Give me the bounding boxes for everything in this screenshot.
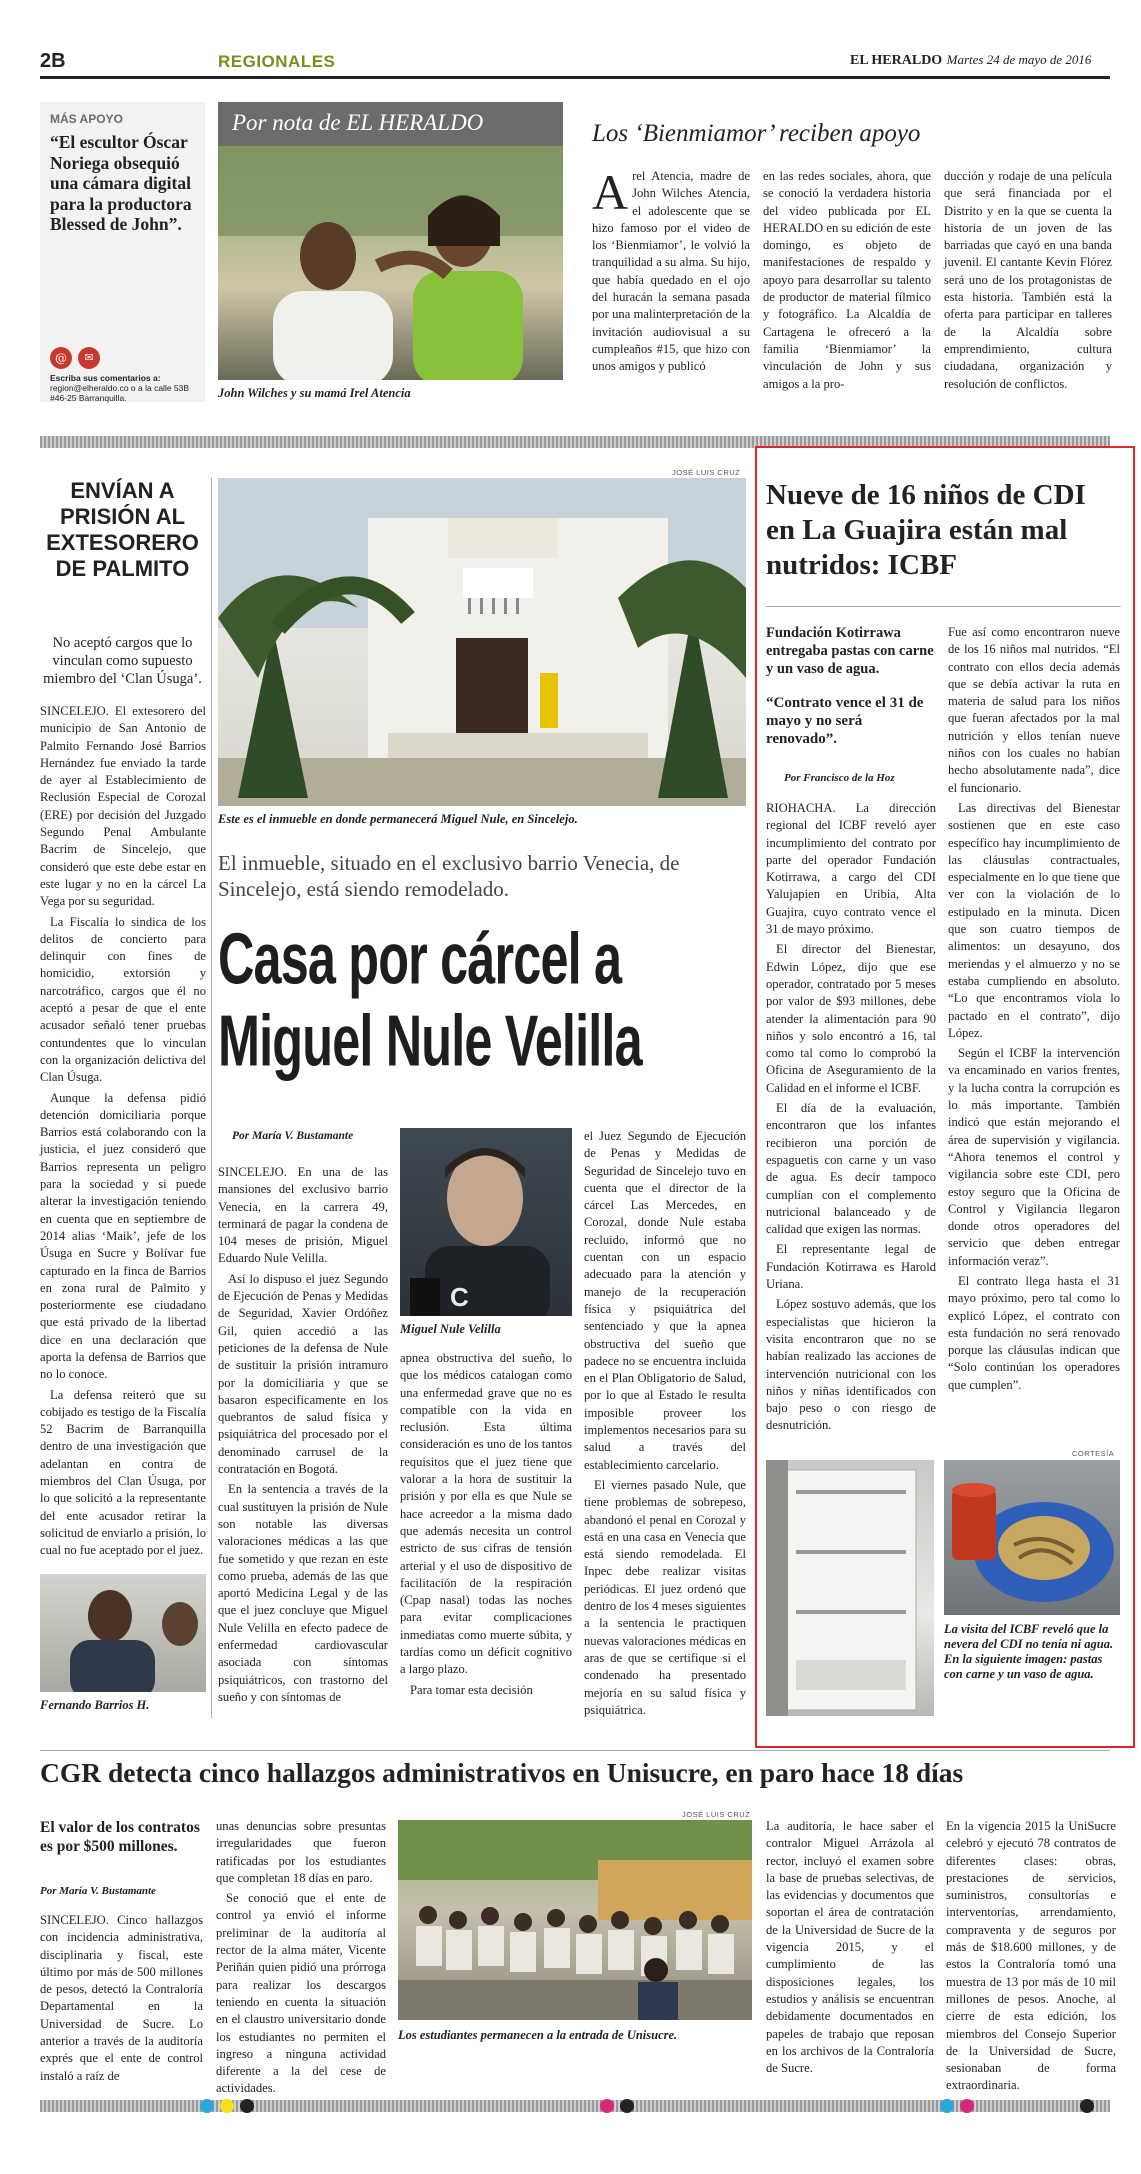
photo-illustration (400, 1128, 572, 1316)
registration-dot-black (620, 2099, 634, 2113)
page-number: 2B (40, 50, 66, 72)
photo-illustration (40, 1574, 206, 1692)
unisucre-col2 (216, 1818, 386, 2101)
unisucre-col4: En la vigencia 2015 la UniSucre celebró y ejecutó 78 contratos de diferentes clases: obras, prestaciones de servicios, suministros, consultorías e interventorías, arrendamiento, compraventa y de seguros por más de $18.600 millones, y de estos la Contraloría tomó una muestra de 13 por más de 10 mil millones de pesos. Anoche, al cierre de esta edición, los miembros del Consejo Superior de la Universidad de Sucre, sesionaban de forma extraordinaria. (946, 1819, 1116, 2093)
registration-dot-yellow (220, 2099, 234, 2113)
registration-marks (40, 2099, 1110, 2113)
column-divider (211, 478, 212, 1718)
photo-illustration (398, 1820, 752, 2020)
nule-photo-caption: Este es el inmueble en donde permanecerá Miguel Nule, en Sincelejo. (218, 812, 578, 826)
registration-dot-black (240, 2099, 254, 2113)
barrios-caption: Fernando Barrios H. (40, 1698, 150, 1712)
unisucre-photo-credit: JOSÉ LUIS CRUZ (682, 1810, 751, 1819)
icbf-col1-p4: El representante legal de Fundación Kotirrawa es Harold Uriana. (766, 1242, 936, 1292)
registration-dot-magenta (600, 2099, 614, 2113)
fridge-photo (766, 1460, 934, 1716)
unisucre-col2-p2: Se conoció que el ente de control ya envió el informe preliminar de la auditoría al rector de la alma máter, Vicente Periñán quien pidió una prórroga para realizar los descargos teniendo en cuenta la situación en el claustro universitario donde los estudiantes no permiten el ingreso a ninguna actividad diferente a la del cese de actividades. (216, 1891, 386, 2096)
bienmiamor-col1 (592, 164, 750, 376)
palmito-p1: SINCELEJO. El extesorero del municipio de San Antonio de Palmito Fernando José Barrios Hernández fue enviado la tarde de ayer al Establecimiento de Reclusión Especial de Corozal (ERE) por decisión del Juzgado Segundo Penal Ambulante Bacrim de Sincelejo, que consideró que este debe estar en este lugar y no en la cárcel La Vega por su seguridad. (40, 704, 206, 909)
nule-col3-p1: el Juez Segundo de Ejecución de Penas y Medidas de Seguridad de Sincelejo tuvo en cuenta que el director de la cárcel Las Mercedes, en Corozal, donde Nule estaba recluido, informó que no cuentan con un espacio adecuado para la atención y manejo de la recuperación física y psiquiátrica del sentenciado y que la apnea obstructiva del sueño que padece no se encuentra incluida en el Plan Obligatorio de Salud, por lo que al Estado le resulta imposible proveer los implementos necesarios para su salud a través del establecimiento carcelario. (584, 1129, 746, 1472)
unisucre-photo-caption: Los estudiantes permanecen a la entrada de Unisucre. (398, 2028, 678, 2042)
bienmiamor-col2: en las redes sociales, ahora, que se conoció la verdadera historia del video publicada por EL HERALDO en su edición de este domingo, es objeto de manifestaciones de respaldo y apoyo para desarrollar su talento de productor de material fílmico y fotográfico. La Alcaldía de Cartagena le ofreceró a la familia ‘Bienmiamor’ la vinculación de John y sus amigos a la pro- (763, 169, 931, 391)
banner-text: Por nota de EL HERALDO (232, 110, 484, 135)
sidebar-quote: “El escultor Óscar Noriega obsequió una cámara digital para la productora Blessed de John”. (50, 132, 192, 234)
icbf-col2-p4: El contrato llega hasta el 31 mayo próximo, pero tal como lo explicó López, el contrato con esta fundación no será renovado porque las cláusulas indican que “Solo continúan los operadores que cumplen”. (948, 1273, 1120, 1392)
palmito-p2: La Fiscalía lo sindica de los delitos de concierto para delinquir con fines de homicidio, extorsión y narcotráfico, cargos que él no aceptó a pesar de que el ente acusador señaló tener pruebas contundentes que lo vinculan con la organización delictiva del Clan Úsuga. (40, 914, 206, 1085)
photo-illustration (218, 146, 563, 380)
sidebar-kicker: MÁS APOYO (50, 112, 123, 126)
icbf-col1-p3: El día de la evaluación, encontraron que los infantes recibieron una porción de espaguetis con carne y un vaso de agua. Es decir tampoco cumplían con el complemento nutricional balanceado y de calidad que exigen las normas. (766, 1101, 936, 1237)
nule-col3 (584, 1128, 746, 1722)
unisucre-photo (398, 1820, 752, 2020)
issue-date: Martes 24 de mayo de 2016 (946, 52, 1092, 67)
section-name: REGIONALES (218, 52, 336, 71)
icbf-col1-p5: López sostuvo además, que los especialistas que hicieron la visita encontraron que no se habían realizado las acciones de intervención nutricional con los niños y niñas identificados con bajo peso o con riesgo de desnutrición. (766, 1297, 936, 1433)
icbf-photo-credit: CORTESÍA (1072, 1449, 1115, 1458)
photo-illustration (218, 478, 746, 806)
header-rule (40, 76, 1110, 79)
registration-dot-black (1080, 2099, 1094, 2113)
bienmiamor-title: Los ‘Bienmiamor’ reciben apoyo (592, 120, 921, 147)
nule-photo-credit: JOSÉ LUIS CRUZ (672, 468, 741, 477)
unisucre-headline: CGR detecta cinco hallazgos administrativos en Unisucre, en paro hace 18 días (40, 1757, 964, 1788)
unisucre-deck: El valor de los contratos es por $500 millones. (40, 1819, 200, 1855)
at-icon: @ (50, 347, 72, 369)
icbf-col2-p2: Las directivas del Bienestar sostienen que en este caso específico hay incumplimiento de las cláusulas contractuales, especialmente en lo que tiene que ver con la violación de lo estipulado en la minuta. Dicen que son cuatro tiempos de alimentos: un desayuno, dos meriendas y el almuerzo y no se estaba cumpliendo en absoluto. “Lo que encontramos viola lo pactado en el contrato”, dijo López. (948, 800, 1120, 1040)
registration-dot-cyan (200, 2099, 214, 2113)
nule-house-photo (218, 478, 746, 806)
nule-headline (218, 920, 748, 1110)
dropcap: A (592, 164, 629, 220)
icbf-quote: “Contrato vence el 31 de mayo y no será renovado”. (766, 695, 924, 747)
nule-byline: Por María V. Bustamante (232, 1130, 354, 1142)
unisucre-byline: Por María V. Bustamante (40, 1885, 156, 1897)
icbf-col2-p3: Según el ICBF la intervención va encaminado en varios frentes, y la lucha contra la corrupción es lo más importante. También indicó que están mejorando el área de supervisión y vigilancia. “Ahora tenemos el control y vigilancia sobre este CDI, pero estoy seguro que la Oficina de Control y Vigilancia llegaron donde otros operadores del servicio que deben entregar información veraz”. (948, 1046, 1120, 1268)
svg-text:C: C (450, 1282, 469, 1312)
icbf-col2-p1: Fue así como encontraron nueve de los 16 niños mal nutridos. “El contrato con ellos decía además que se debía activar la ruta en materia de salud para los niños que fueran afectados por la mal nutrición y ellos tenían nueve niños con los cuales no habían hecho absolutamente nada”, dice el funcionario. (948, 625, 1120, 795)
icbf-title: Nueve de 16 niños de CDI en La Guajira están mal nutridos: ICBF (766, 479, 1086, 581)
bienmiamor-banner (218, 102, 563, 146)
icbf-byline: Por Francisco de la Hoz (784, 772, 895, 784)
bienmiamor-photo (218, 146, 563, 380)
unisucre-col1: SINCELEJO. Cinco hallazgos con incidencia administrativa, disciplinaria y fiscal, este último por más de 500 millones de pesos, detectó la Contraloría Departamental en la Universidad de Sucre. Lo anterior a través de la auditoría exprés que el ente de control instaló a raíz de (40, 1913, 203, 2083)
bienmiamor-col3: ducción y rodaje de una película que será financiada por el Distrito y en la que se cuenta la historia de un joven de las barriadas que cayó en una banda juvenil. El cantante Kevin Flórez será uno de los protagonistas de esta historia. También está la oferta para participar en talleres de la Alcaldía sobre emprendimiento, cultura ciudadana, organización y resolución de conflictos. (944, 169, 1112, 391)
palmito-p3: Aunque la defensa pidió detención domiciliaria porque Barrios está colaborando con la justicia, el juez consideró que Barrios representa un peligro para la sociedad y si puede alterar la investigación teniendo en cuenta que en septiembre de 2014 alias ‘Maik’, jefe de los Úsuga en Sucre y Bolívar fue capturado en la finca de Barrios en zona rural de Palmito y posteriormente ese ciudadano que está privado de la libertad dice en una declaración que aporta la defensa de Barrios que no lo conoce. (40, 1090, 206, 1382)
nule-col1 (218, 1164, 388, 1709)
nule-col2-p2: Para tomar esta decisión (410, 1682, 533, 1697)
icbf-col1-p1: RIOHACHA. La dirección regional del ICBF reveló ayer incumplimiento del contrato por parte del operador Fundación Kotirrawa, a cargo del CDI Yalujapien en Uribia, Alta Guajira, cuyo contrato vence el 31 de mayo próximo. (766, 801, 936, 937)
nule-col1-p2: Así lo dispuso el juez Segundo de Ejecución de Penas y Medidas de Seguridad, Xavier Ordóñez Gil, quien accedió a las peticiones de la defensa de Nule de sustituir la prisión intramuro por la domiciliaria y que se basaron especificamente en los quebrantos de salud física y psiquiátrica del procesado por el denominado carrusel de la contratación en Bogotá. (218, 1271, 388, 1477)
masthead-date (850, 52, 1091, 69)
food-photo (944, 1460, 1120, 1615)
icbf-title-rule (766, 606, 1121, 607)
mail-icon: ✉ (78, 347, 100, 369)
photo-illustration (944, 1460, 1120, 1615)
icbf-col1 (766, 800, 936, 1438)
comments-address: region@elheraldo.co o a la calle 53B #46-25 Barranquilla. (50, 383, 190, 403)
registration-dot-cyan (940, 2099, 954, 2113)
icbf-deck: Fundación Kotirrawa entregaba pastas con carne y un vaso de agua. (766, 625, 934, 677)
icbf-col2 (948, 624, 1120, 1397)
nule-col1-p1: SINCELEJO. En una de las mansiones del exclusivo barrio Venecia, en la carrera 49, terminará de pagar la condena de 104 meses de prisión, Miguel Eduardo Nule Velilla. (218, 1165, 388, 1266)
sidebar-box (40, 102, 205, 402)
palmito-body (40, 703, 206, 1563)
nule-col2 (400, 1350, 572, 1702)
barrios-photo (40, 1574, 206, 1692)
nule-col1-p3: En la sentencia a través de la cual sustituyen la prisión de Nule son notable las diversas valoraciones médicas a las que fue sometido y que rezan en este como prueba, además de las que aportó Medicina Legal y de las que el juez concluye que Miguel Nule Velilla en efecto padece de enfermedad cardiovascular asociada con síntomas psiquiátricos, con trastorno del sueño y con síntomas de (218, 1482, 388, 1704)
photo-illustration (766, 1460, 934, 1716)
paper-name: EL HERALDO (850, 53, 943, 68)
bienmiamor-caption: John Wilches y su mamá Irel Atencia (218, 386, 411, 400)
nule-portrait-photo (400, 1128, 572, 1316)
nule-headline-line1: Casa por cárcel a (218, 920, 622, 1000)
registration-dot-magenta (960, 2099, 974, 2113)
palmito-deck: No aceptó cargos que lo vinculan como supuesto miembro del ‘Clan Úsuga’. (43, 635, 202, 687)
nule-col2-p1: apnea obstructiva del sueño, lo que los médicos catalogan como una enfermedad grave que no es compatible con la vida en reclusión. Esta última consideración es uno de los tantos requisitos que el juez tiene que valorar a la hora de sustituir la prisión y por ella es que Nule se hace acreedor a la misma dado que además necesita un control estricto de sus cifras de tensión arterial y el uso de dispositivo de facilitación de la respiración (Cpap nasal) todas las noches para evitar complicaciones inmediatas como muerte súbita, y tardías como un déficit cognitivo a largo plazo. (400, 1351, 572, 1677)
comments-label: Escriba sus comentarios a: (50, 373, 161, 383)
unisucre-col2-p1: unas denuncias sobre presuntas irregularidades que fueron ratificadas por los estudiantes que completan 18 días en paro. (216, 1819, 386, 1885)
bottom-section-rule (40, 1750, 1110, 1751)
icbf-col1-p2: El director del Bienestar, Edwin López, dijo que ese operador, contratado por 5 meses por valor de $93 millones, debe atender la alimentación para 90 niños y solo encontró a 16, tal como tal como lo comprobó la Oficina de Aseguramiento de la Calidad en el informe el ICBF. (766, 942, 936, 1095)
icbf-photo-caption: La visita del ICBF reveló que la nevera del CDI no tenía ni agua. En la siguiente imagen: pastas con carne y un vaso de agua. (944, 1622, 1114, 1681)
nule-portrait-caption: Miguel Nule Velilla (400, 1322, 501, 1336)
nule-headline-line2: Miguel Nule Velilla (218, 1000, 642, 1082)
nule-deck: El inmueble, situado en el exclusivo barrio Venecia, de Sincelejo, está siendo remodelado. (218, 851, 680, 901)
palmito-p4: La defensa reiteró que su cobijado es testigo de la Fiscalía 52 Bacrim de Barranquilla dentro de una investigación que adelantan en contra de miembros del Clan Úsuga, por lo que solicitó a la representante del ente acusador retirar la solicitud de enviarlo a prisión, lo cual no fue aceptado por el juez. (40, 1387, 206, 1558)
bienmiamor-col1-text: rel Atencia, madre de John Wilches Atencia, el adolescente que se hizo famoso por el video de los ‘Bienmiamor’, le volvió la tranquilidad a su alma. Su hijo, que había quedado en el ojo del huracán la semana pasada por una malinterpretación de la invitación audiovisual a su cumpleaños #15, que hizo con unos amigos y publicó (592, 169, 750, 374)
unisucre-col3: La auditoría, le hace saber el contralor Miguel Arrázola al rector, incluyó el examen sobre la base de pruebas selectivas, de las evidencias y documentos que soportan el área de contratación de la Universidad de Sucre de la vigencia 2015, y el cumplimiento de las disposiciones legales, los estudios y análisis se encuentran debidamente documentados en papeles de trabajo que reposan en los archivos de la Contraloría de Sucre. (766, 1819, 934, 2076)
palmito-title: ENVÍAN A PRISIÓN AL EXTESORERO DE PALMITO (46, 478, 199, 581)
nule-col3-p2: El viernes pasado Nule, que tiene problemas de sobrepeso, abandonó el penal en Corozal y está en una casa en Venecia que está siendo remodelada. El Inpec debe realizar visitas periódicas. El juez ordenó que dentro de los 4 meses siguientes a la sentencia le practiquen nuevas valoraciones médicas en aras de que se certifique si el condenado ha presentado mejoría en su salud física y psiquiátrica. (584, 1477, 746, 1717)
